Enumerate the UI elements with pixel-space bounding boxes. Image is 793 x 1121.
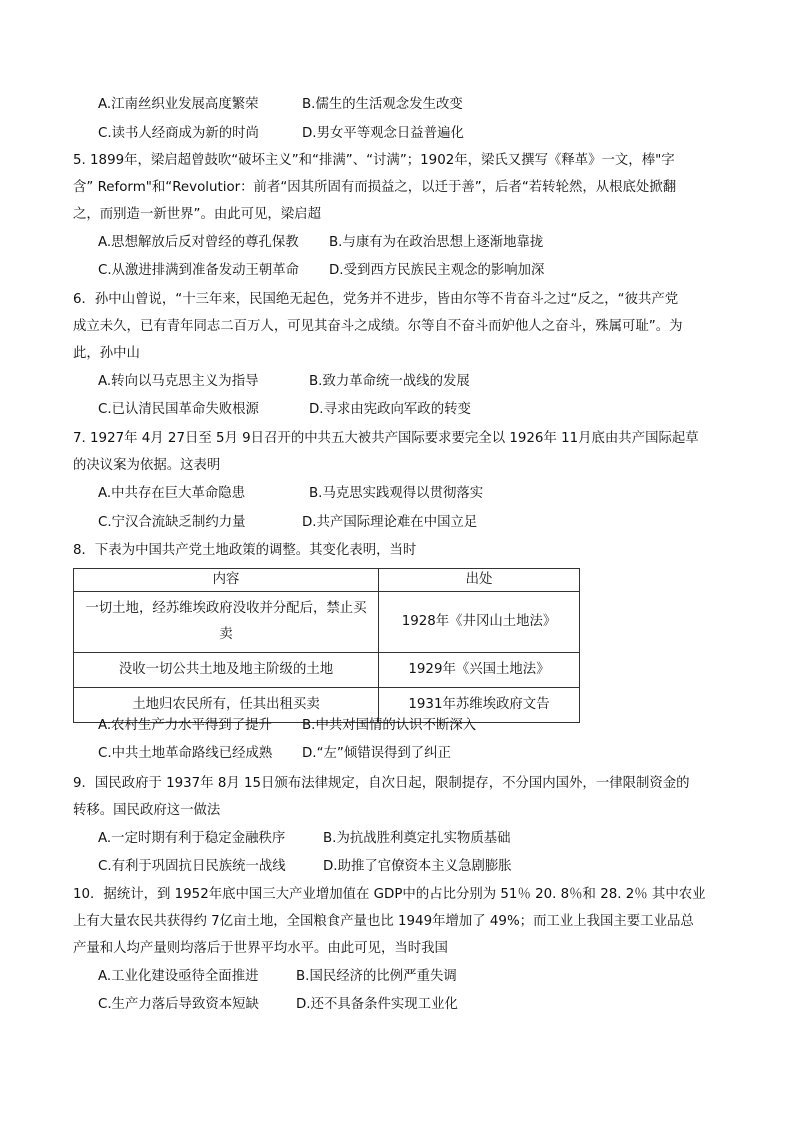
q10-option-c: C.生产力落后导致资本短缺	[98, 997, 259, 1012]
table-row	[74, 653, 580, 688]
q7-stem-line-2: 的决议案为依据。这表明	[73, 458, 221, 473]
q6-stem-line-2: 成立未久，已有青年同志二百万人，可见其奋斗之成绩。尔等自不奋斗而妒他人之奋斗，殊属可耻”。为	[73, 319, 683, 334]
q8-option-d: D.“左”倾错误得到了纠正	[302, 746, 451, 761]
q6-option-c: C.已认清民国革命失败根源	[98, 402, 259, 417]
q5-option-b: B.与康有为在政治思想上逐渐地靠拢	[329, 235, 544, 250]
q10-option-a: A.工业化建设亟待全面推进	[98, 969, 259, 984]
q7-option-c: C.宁汉合流缺乏制约力量	[98, 515, 246, 530]
table-row	[74, 592, 580, 653]
q8-option-c: C.中共土地革命路线已经成熟	[98, 746, 273, 761]
q5-stem-line-2: 含” Reform"和“Revolutior：前者“因其所固有而损益之，以迁于善”，后者“若转轮然，从根底处掀翻	[73, 180, 677, 195]
q10-stem-line-3: 产量和人均产量则均落后于世界平均水平。由此可见，当时我国	[73, 941, 448, 956]
q7-option-d: D.共产国际理论难在中国立足	[302, 515, 478, 530]
q5-stem-line-1: 5. 1899年，梁启超曾鼓吹“破坏主义”和“排满”、“讨满”；1902年，梁氏又撰写《释革》一文，棒"字	[73, 153, 675, 168]
q10-option-d: D.还不具备条件实现工业化	[296, 997, 458, 1012]
table-cell-source: 1928年《井冈山土地法》	[379, 592, 580, 653]
table-header-row	[74, 569, 580, 592]
table-cell-text-cont: 卖	[219, 627, 233, 642]
q6-stem-line-1: 6．孙中山曾说，“十三年来，民国绝无起色，党务并不进步，皆由尔等不肯奋斗之过“反之，“彼共产党	[73, 292, 679, 307]
table-cell-source: 1929年《兴国土地法》	[379, 653, 580, 688]
table-cell-content	[74, 592, 379, 653]
q8-stem-line-1: 8．下表为中国共产党土地政策的调整。其变化表明，当时	[73, 543, 417, 558]
q6-option-a: A.转向以马克思主义为指导	[98, 374, 259, 389]
q5-option-d: D.受到西方民族民主观念的影响加深	[329, 263, 545, 278]
q6-option-d: D.寻求由宪政向军政的转变	[309, 402, 471, 417]
table-cell-text: 一切土地，经苏维埃政府没收并分配后，禁止买	[85, 601, 367, 616]
q6-option-b: B.致力革命统一战线的发展	[309, 374, 470, 389]
q7-option-a: A.中共存在巨大革命隐患	[98, 486, 246, 501]
q5-stem-line-3: 之，而别造一新世界”。由此可见，梁启超	[73, 207, 321, 222]
q9-option-a: A.一定时期有利于稳定金融秩序	[98, 831, 286, 846]
q7-stem-line-1: 7. 1927年 4月 27日至 5月 9日召开的中共五大被共产国际要求要完全以 1926年 11月底由共产国际起草	[73, 431, 699, 446]
q4-option-b: B.儒生的生活观念发生改变	[302, 97, 463, 112]
q4-option-d: D.男女平等观念日益普遍化	[302, 126, 464, 141]
land-policy-table	[73, 568, 580, 723]
table-header-source: 出处	[379, 569, 580, 592]
q10-stem-line-2: 上有大量农民共获得约 7亿亩土地，全国粮食产量也比 1949年增加了 49%；而工业上我国主要工业品总	[73, 914, 694, 929]
q4-option-a: A.江南丝织业发展高度繁荣	[98, 97, 259, 112]
q9-option-c: C.有利于巩固抗日民族统一战线	[98, 859, 286, 874]
q7-option-b: B.马克思实践观得以贯彻落实	[309, 486, 484, 501]
table-cell-source: 1931年苏维埃政府文告	[379, 688, 580, 723]
q4-option-c: C.读书人经商成为新的时尚	[98, 126, 259, 141]
q10-option-b: B.国民经济的比例严重失调	[296, 969, 457, 984]
q9-option-d: D.助推了官僚资本主义急剧膨胀	[323, 859, 512, 874]
q9-option-b: B.为抗战胜利奠定扎实物质基础	[323, 831, 511, 846]
table-cell-content: 土地归农民所有，任其出租买卖	[74, 688, 379, 723]
q5-option-a: A.思想解放后反对曾经的尊孔保教	[98, 235, 299, 250]
q8-option-a: A.农村生产力水平得到了提升	[98, 718, 272, 733]
table-header-content: 内容	[74, 569, 379, 592]
q6-stem-line-3: 此，孙中山	[73, 346, 140, 361]
table-cell-content: 没收一切公共土地及地主阶级的土地	[74, 653, 379, 688]
q10-stem-line-1: 10．据统计，到 1952年底中国三大产业增加值在 GDP中的占比分别为 51％ 20. 8％和 28. 2％ 其中农业	[73, 887, 706, 902]
q9-stem-line-2: 转移。国民政府这一做法	[73, 803, 221, 818]
q8-option-b: B.中共对国情的认识不断深入	[302, 718, 477, 733]
q5-option-c: C.从激进排满到准备发动王朝革命	[98, 263, 300, 278]
q9-stem-line-1: 9．国民政府于 1937年 8月 15日颁布法律规定，自次日起，限制提存，不分国内国外，一律限制资金的	[73, 776, 690, 791]
